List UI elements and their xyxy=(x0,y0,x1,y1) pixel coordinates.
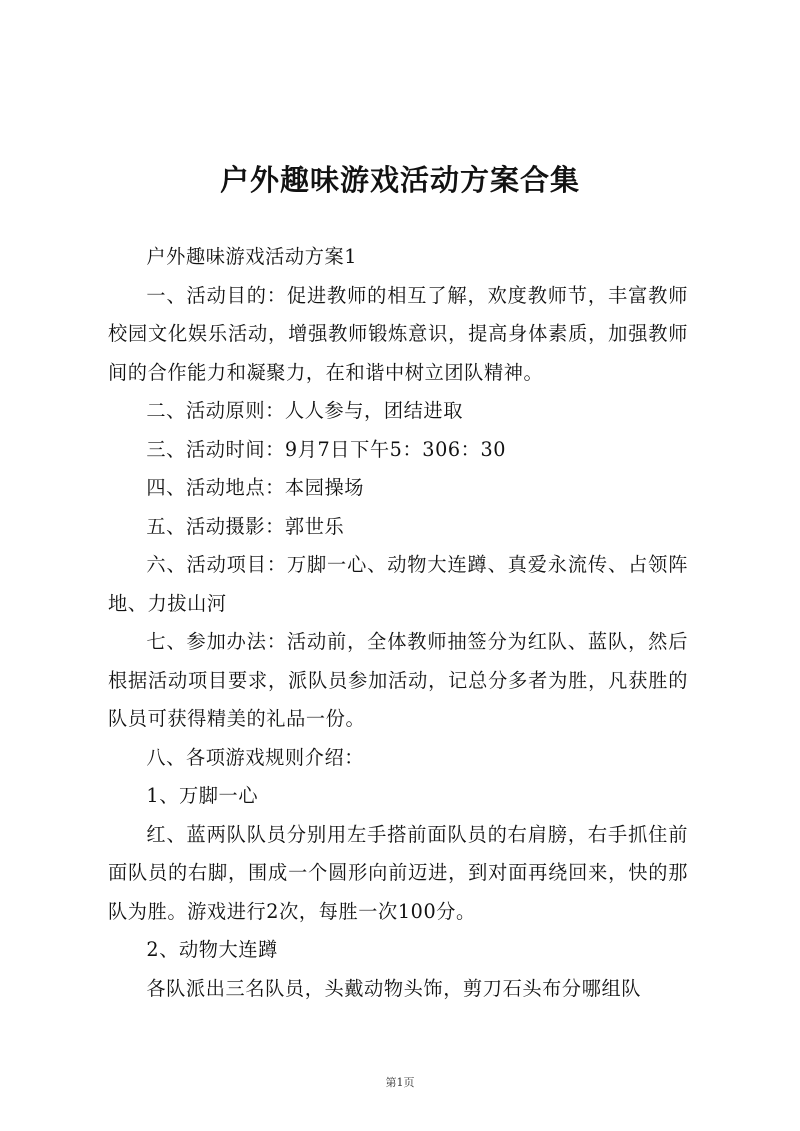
section-heading: 户外趣味游戏活动方案1 xyxy=(146,245,358,268)
game-2-rules: 各队派出三名队员，头戴动物头饰，剪刀石头布分哪组队 xyxy=(146,976,642,1000)
paragraph-location: 四、活动地点：本园操场 xyxy=(146,476,365,499)
paragraph-photography: 五、活动摄影：郭世乐 xyxy=(146,514,345,538)
paragraph-purpose: 一、活动目的：促进教师的相互了解，欢度教师节，丰富教师校园文化娱乐活动，增强教师锻炼意识，提高身体素质，加强教师间的合作能力和凝聚力，在和谐中树立团队精神。 xyxy=(108,283,688,384)
game-1-rules: 红、蓝两队队员分别用左手搭前面队员的右肩膀，右手抓住前面队员的右脚，围成一个圆形向前迈进，到对面再绕回来，快的那队为胜。游戏进行2次，每胜一次100分。 xyxy=(108,822,688,923)
document-body xyxy=(108,238,688,1008)
paragraph-items: 六、活动项目：万脚一心、动物大连蹲、真爱永流传、占领阵地、力拔山河 xyxy=(108,553,688,615)
game-2-heading: 2、动物大连蹲 xyxy=(146,938,278,961)
document-title: 户外趣味游戏活动方案合集 xyxy=(219,163,580,197)
game-1-heading: 1、万脚一心 xyxy=(146,784,259,807)
page-number: 第1页 xyxy=(385,1076,415,1089)
paragraph-method: 七、参加办法：活动前，全体教师抽签分为红队、蓝队，然后根据活动项目要求，派队员参加活动，记总分多者为胜，凡获胜的队员可获得精美的礼品一份。 xyxy=(108,630,688,730)
paragraph-rules-heading: 八、各项游戏规则介绍： xyxy=(146,745,365,769)
paragraph-principle: 二、活动原则：人人参与，团结进取 xyxy=(146,399,463,422)
paragraph-time: 三、活动时间：9月7日下午5：306：30 xyxy=(146,437,507,461)
